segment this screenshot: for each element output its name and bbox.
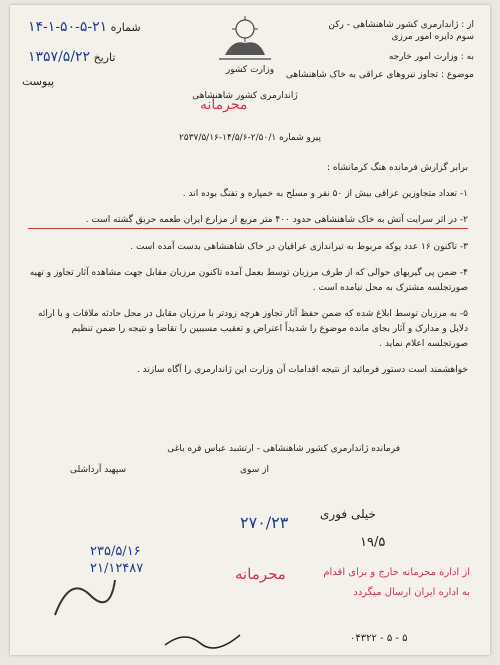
body-item-2: ۲- در اثر سرایت آتش به خاک شاهنشاهی حدود ۴۰۰ متر مربع از مزارع ایران طعمه حریق گشته است .	[28, 213, 468, 229]
signature-line: فرمانده ژاندارمری کشور شاهنشاهی - ارتشبد عباس قره باغی	[167, 444, 400, 454]
date-label: تاریخ	[93, 51, 116, 64]
recipient-to: به : وزارت امور خارجه	[388, 52, 474, 62]
lion-and-sun-emblem	[215, 13, 275, 63]
institution-line-1: وزارت کشور	[225, 65, 275, 75]
handwritten-number-line-2: ۲۱/۱۲۴۸۷	[90, 561, 144, 576]
body-intro: برابر گزارش فرمانده هنگ کرمانشاه :	[327, 163, 468, 173]
referral-note	[310, 563, 470, 603]
body-item-3: ۳- تاکنون ۱۶ عدد پوکه مربوط به تیراندازی عراقیان در خاک شاهنشاهی بدست آمده است .	[130, 242, 468, 252]
signature-name: سپهبد آرداشلی	[70, 465, 127, 475]
attachment-label: پیوست	[22, 75, 55, 88]
document-page	[10, 5, 490, 655]
footer-code: ۰۴۳۲۲ - ۵ - ۵	[350, 633, 408, 644]
margin-note: خیلی فوری	[320, 507, 376, 521]
number-label: شماره	[110, 21, 141, 34]
attachment-field	[22, 75, 54, 88]
number-value: ۲۱-۵-۵۰-۱-۱۴	[28, 19, 108, 35]
body-item-1: ۱- تعداد متجاوزین عراقی بیش از ۵۰ نفر و مسلح به خمپاره و تفنگ بوده اند .	[182, 189, 468, 199]
margin-fraction: ۱۹/۵	[360, 535, 386, 550]
letter-body	[28, 161, 468, 389]
handwritten-number-line-1: ۲۳۵/۵/۱۶	[90, 544, 141, 559]
margin-number: ۲۷۰/۲۳	[240, 513, 289, 532]
institution-line-2: ژاندارمری کشور شاهنشاهی	[192, 91, 298, 101]
body-item-5: ۵- به مرزبان توسط ابلاغ شده که ضمن حفظ آثار تجاوز هرچه زودتر با مرزبان مقابل در محل حادثه ملاقات و با ارائه دلایل و مدارک و آثار بجای مانده موضوع را شدیداً اعتراض و تعقیب مسببین را تقاضا و نتیجه را ضمن تنظیم صورتجلسه اعلام نماید .	[38, 309, 468, 349]
referral-line-2: به اداره ایران ارسال میگردد	[353, 587, 470, 598]
body-item-4: ۴- ضمن پی گیریهای حوالی که از طرف مرزبان توسط بعمل آمده تاکنون مرزبان مقابل جهت مشاهده آثار تجاوز و تهیه صورتجلسه مشترک به محل نیامده است .	[29, 268, 468, 293]
reference-line: پیرو شماره ۲/۵۰/۱-۱۴/۵/۶-۲۵۳۷/۵/۱۶	[178, 133, 322, 143]
subject-line: موضوع : تجاوز نیروهای عراقی به خاک شاهنشاهی	[285, 70, 474, 80]
recipients-block	[314, 19, 474, 71]
referral-line-1: از اداره محرمانه خارج و برای اقدام	[323, 567, 470, 578]
pen-mark	[50, 565, 120, 629]
date-value: ۱۳۵۷/۵/۲۲	[28, 49, 91, 65]
number-field	[22, 19, 141, 35]
signature-from: از سوی	[240, 465, 269, 475]
confidential-stamp-top: محرمانه	[200, 97, 248, 113]
recipient-from: از : ژاندارمری کشور شاهنشاهی - رکن سوم دایره امور مرزی	[328, 20, 474, 42]
confidential-stamp-bottom: محرمانه	[235, 565, 286, 583]
signature-scribble	[160, 625, 250, 655]
body-closing: خواهشمند است دستور فرمائید از نتیجه اقدامات آن وزارت این ژاندارمری را آگاه سازند .	[136, 365, 468, 375]
date-field	[22, 49, 115, 65]
